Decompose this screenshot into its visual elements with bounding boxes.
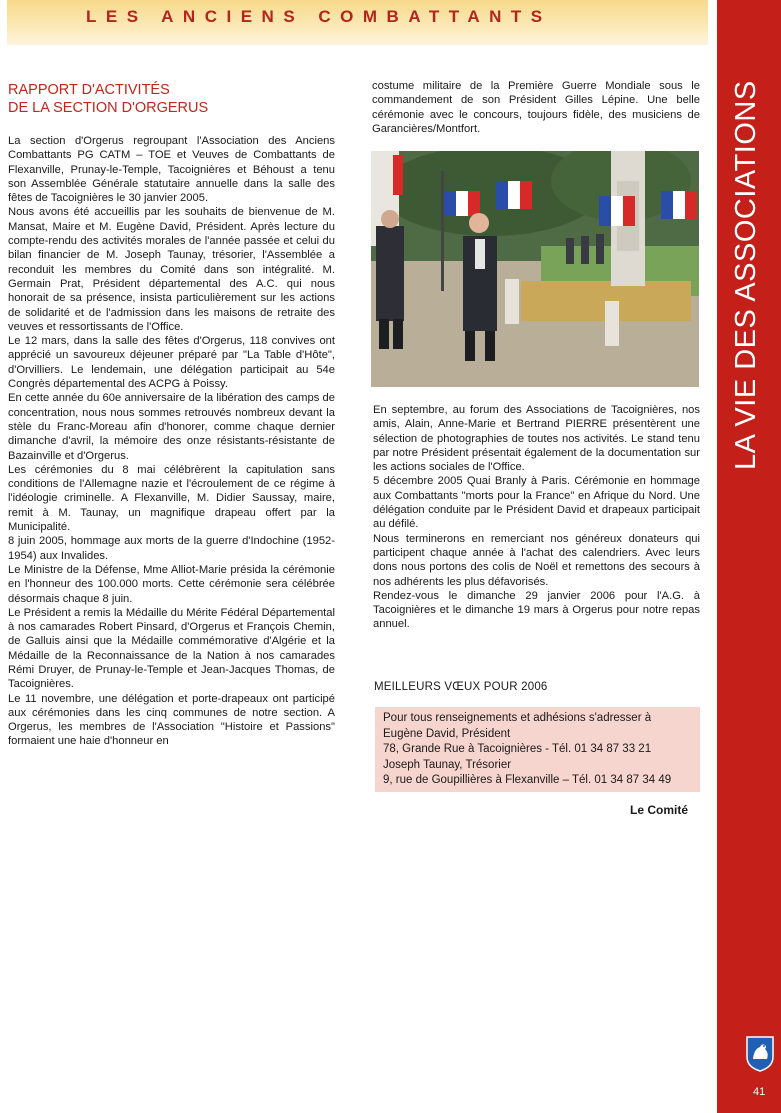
- paragraph: Le 11 novembre, une délégation et porte-drapeaux ont participé aux cérémonies dans les cinq communes de notre section. A Orgerus, les membres de l'Association "Histoire et Passions" formaient une haie d'honneur en: [8, 692, 335, 748]
- paragraph: costume militaire de la Première Guerre Mondiale sous le commandement de son Président Gilles Lépine. Une belle cérémonie avec le concours, toujours fidèle, des musiciens de Garancières/Montfort.: [372, 80, 700, 135]
- contact-line: Joseph Taunay, Trésorier: [383, 758, 512, 771]
- paragraph: 5 décembre 2005 Quai Branly à Paris. Cérémonie en hommage aux Combattants "morts pour la France" en Afrique du Nord. Une délégation conduite par le Président David et drapeaux participait au défilé.: [373, 475, 700, 531]
- contact-line: 78, Grande Rue à Tacoignières - Tél. 01 34 87 33 21: [383, 743, 652, 756]
- contact-line: Pour tous renseignements et adhésions s'adresser à: [383, 712, 652, 724]
- article-title-line-2: DE LA SECTION D'ORGERUS: [8, 100, 209, 116]
- paragraph: Rendez-vous le dimanche 29 janvier 2006 pour l'A.G. à Tacoignières et le dimanche 19 mars à Orgerus pour notre repas annuel.: [373, 589, 700, 631]
- season-greetings: MEILLEURS VŒUX POUR 2006: [374, 681, 548, 693]
- right-column-top: [372, 79, 700, 136]
- paragraph: Le 12 mars, dans la salle des fêtes d'Orgerus, 118 convives ont apprécié un savoureux déjeuner préparé par "La Table d'Hôte", d'Orvilliers. Le lendemain, une délégation participait au 54e Congrès départemental des ACPG à Poissy.: [8, 335, 335, 391]
- page-header-title: LES ANCIENS COMBATTANTS: [86, 7, 552, 26]
- paragraph: La section d'Orgerus regroupant l'Association des Anciens Combattants PG CATM – TOE et Veuves de Combattants de Flexanville, Prunay-le-Temple, Tacoignières et Béhoust a tenu son Assemblée Générale statutaire annuelle dans la salle des fêtes de Tacoignières le 30 janvier 2005.: [8, 135, 335, 205]
- contact-line: Eugène David, Président: [383, 727, 511, 740]
- page-number: 41: [753, 1086, 766, 1098]
- left-column: [8, 81, 335, 749]
- rooster-shield-icon: [745, 1035, 775, 1072]
- right-column-bottom: [373, 403, 700, 632]
- paragraph: Nous terminerons en remerciant nos généreux donateurs qui participent chaque année à l'achat des calendriers. Avec leurs dons nous portons des colis de Noël et remettons des secours à nos adhérents les plus défavorisés.: [373, 532, 700, 588]
- paragraph: Les cérémonies du 8 mai célébrèrent la capitulation sans conditions de l'Allemagne nazie et l'écroulement de ce régime à l'idéologie criminelle. A Flexanville, M. Didier Saussay, maire, remit à M. Taunay, un magnifique drapeau offert par la Municipalité.: [8, 463, 335, 534]
- contact-line: 9, rue de Goupillières à Flexanville – Tél. 01 34 87 34 49: [383, 774, 672, 787]
- ceremony-photo: [371, 151, 699, 387]
- paragraph: Le Ministre de la Défense, Mme Alliot-Marie présida la cérémonie en l'honneur des 100.000 morts. Cette cérémonie sera célébrée désormais chaque 8 juin.: [8, 563, 335, 605]
- paragraph: Le Président a remis la Médaille du Mérite Fédéral Départemental à nos camarades Robert Pinsard, d'Orgerus et François Chemin, de Galluis ainsi que la Médaille commémorative d'Algérie et la Médaille de la Reconnaissance de la Nation à nos camarades Rémi Druyer, de Prunay-le-Temple et Jean-Jacques Thomas, de Tacoignières.: [8, 606, 335, 691]
- article-title-line-1: RAPPORT D'ACTIVITÉS: [8, 82, 170, 98]
- contact-box: [375, 707, 700, 792]
- paragraph: En cette année du 60e anniversaire de la libération des camps de concentration, nous nous sommes retrouvés nombreux devant la stèle du Franc-Moreau afin d'honorer, comme chaque dernier dimanche d'avril, la mémoire des onze résistants-résistante de Bazainville et d'Orgerus.: [8, 392, 335, 462]
- paragraph: 8 juin 2005, hommage aux morts de la guerre d'Indochine (1952-1954) aux Invalides.: [8, 535, 335, 562]
- paragraph: Nous avons été accueillis par les souhaits de bienvenue de M. Mansat, Maire et M. Eugène David, Président. Après lecture du compte-rendu des activités morales de l'année passée et celui du bilan financier de M. Joseph Taunay, trésorier, l'Assemblée a reconduit les membres du Comité dans son intégralité. M. Germain Prat, Président départemental des A.C. qui nous honorait de sa présence, insista particulièrement sur les actions de solidarité et de l'admission dans les maisons de retraite des veuves et ressortissants de l'Office.: [8, 206, 335, 333]
- signature: Le Comité: [630, 803, 689, 817]
- sidebar-title: LA VIE DES ASSOCIATIONS: [730, 80, 762, 470]
- article-title: [8, 81, 335, 117]
- paragraph: En septembre, au forum des Associations de Tacoignières, nos amis, Alain, Anne-Marie et Bertrand PIERRE présentèrent une sélection de photographies de toutes nos activités. Le stand tenu par notre Président présentait également de la documentation sur les actions sociales de l'Office.: [373, 404, 700, 474]
